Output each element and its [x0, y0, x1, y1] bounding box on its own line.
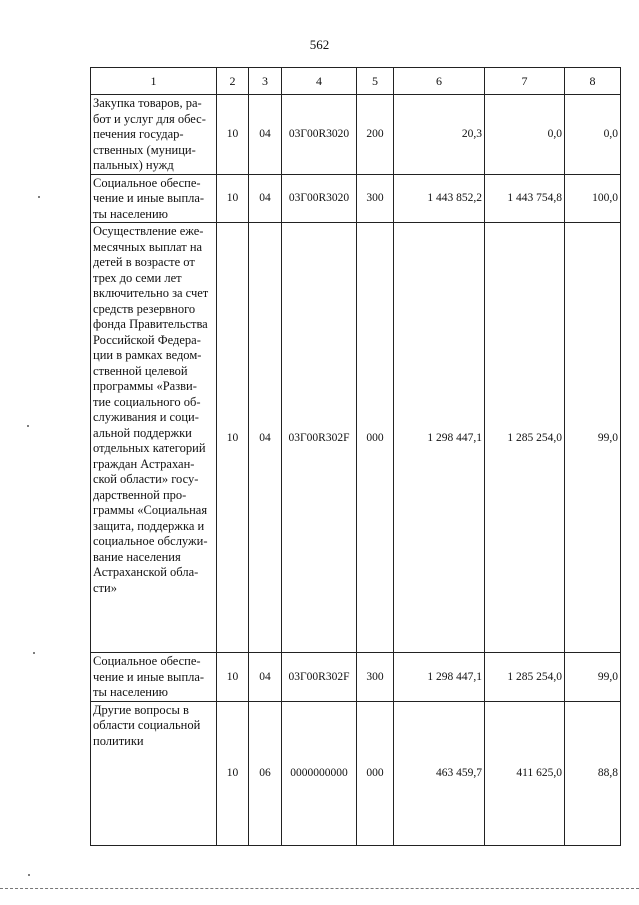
row-name: Закупка товаров, ра-бот и услуг для обес-печения государ-ственных (муници-пальных) нужд: [91, 95, 217, 175]
planned-amount: 20,3: [394, 95, 485, 175]
page-bottom-edge: [0, 888, 639, 889]
row-name: Другие вопросы в области социальной политики: [91, 701, 217, 845]
table-row: [91, 701, 621, 845]
table-row: [91, 653, 621, 702]
section-code: 10: [217, 223, 249, 653]
subsection-code: 06: [249, 701, 282, 845]
section-code: 10: [217, 653, 249, 702]
header-cell: 3: [249, 68, 282, 95]
target-article-code: 0000000000: [282, 701, 357, 845]
executed-amount: 1 285 254,0: [485, 653, 565, 702]
page-number: 562: [309, 37, 330, 52]
table-row: [91, 223, 621, 653]
section-code: 10: [217, 95, 249, 175]
header-cell: 8: [565, 68, 621, 95]
target-article-code: 03Г00R3020: [282, 174, 357, 223]
planned-amount: 1 443 852,2: [394, 174, 485, 223]
expense-type-code: 200: [357, 95, 394, 175]
executed-amount: 1 443 754,8: [485, 174, 565, 223]
execution-percent: 88,8: [565, 701, 621, 845]
subsection-code: 04: [249, 95, 282, 175]
header-cell: 2: [217, 68, 249, 95]
section-code: 10: [217, 701, 249, 845]
header-cell: 5: [357, 68, 394, 95]
scan-speck: [27, 425, 29, 427]
planned-amount: 463 459,7: [394, 701, 485, 845]
expense-type-code: 000: [357, 701, 394, 845]
row-name: Осуществление еже-месячных выплат на детей в возрасте от трех до семи лет включительно за счет средств резервного фонда Правительства Российской Федера-ции в рамках ведом-ственной целевой программы «Разви-тие социального об-служивания и соци-альной поддержки отдельных категорий граждан Астрахан-ской области» госу-дарственной про-граммы «Социальная защита, поддержка и социальное обслужи-вание населения Астраханской обла-сти»: [91, 223, 217, 653]
expense-type-code: 300: [357, 653, 394, 702]
scan-speck: [38, 196, 40, 198]
target-article-code: 03Г00R302F: [282, 223, 357, 653]
header-cell: 4: [282, 68, 357, 95]
table-row: [91, 95, 621, 175]
table-row: [91, 174, 621, 223]
subsection-code: 04: [249, 174, 282, 223]
header-cell: 1: [91, 68, 217, 95]
expense-type-code: 300: [357, 174, 394, 223]
scan-speck: [33, 652, 35, 654]
table-header-row: [91, 68, 621, 95]
executed-amount: 0,0: [485, 95, 565, 175]
expense-type-code: 000: [357, 223, 394, 653]
execution-percent: 100,0: [565, 174, 621, 223]
execution-percent: 99,0: [565, 653, 621, 702]
header-cell: 7: [485, 68, 565, 95]
target-article-code: 03Г00R302F: [282, 653, 357, 702]
executed-amount: 1 285 254,0: [485, 223, 565, 653]
target-article-code: 03Г00R3020: [282, 95, 357, 175]
execution-percent: 0,0: [565, 95, 621, 175]
scan-speck: [28, 874, 30, 876]
header-cell: 6: [394, 68, 485, 95]
planned-amount: 1 298 447,1: [394, 223, 485, 653]
row-name: Социальное обеспе-чение и иные выпла-ты населению: [91, 174, 217, 223]
section-code: 10: [217, 174, 249, 223]
row-name: Социальное обеспе-чение и иные выпла-ты населению: [91, 653, 217, 702]
subsection-code: 04: [249, 653, 282, 702]
executed-amount: 411 625,0: [485, 701, 565, 845]
planned-amount: 1 298 447,1: [394, 653, 485, 702]
execution-percent: 99,0: [565, 223, 621, 653]
subsection-code: 04: [249, 223, 282, 653]
budget-table: [90, 67, 621, 846]
